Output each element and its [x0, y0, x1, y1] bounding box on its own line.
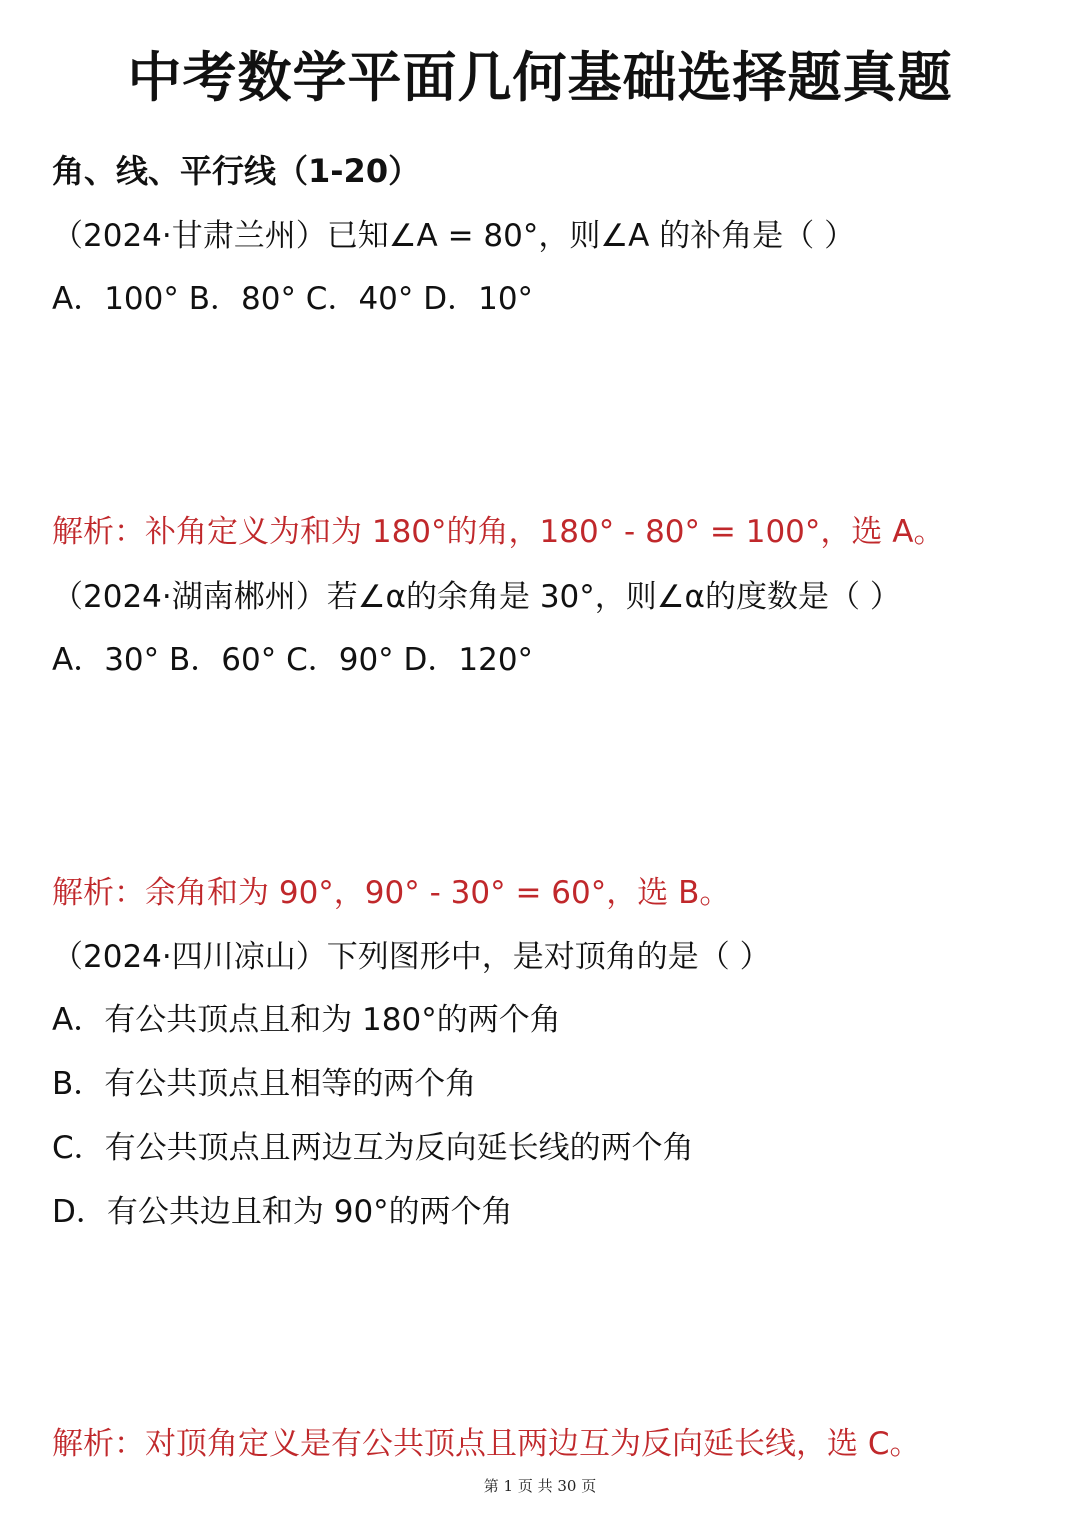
page-footer: 第 1 页 共 30 页 [483, 1477, 597, 1495]
page-title: 中考数学平面几何基础选择题真题 [127, 46, 953, 109]
question-2-options: A．30° B．60° C．90° D．120° [52, 642, 534, 678]
question-1-options: A．100° B．80° C．40° D．10° [52, 281, 534, 317]
question-3-analysis: 解析：对顶角定义是有公共顶点且两边互为反向延长线，选 C。 [52, 1426, 921, 1462]
question-2-stem: （2024·湖南郴州）若∠α的余角是 30°，则∠α的度数是（ ） [52, 579, 901, 615]
question-2-analysis: 解析：余角和为 90°，90° - 30° = 60°，选 B。 [52, 875, 731, 911]
question-3-stem: （2024·四川凉山）下列图形中，是对顶角的是（ ） [52, 939, 771, 975]
section-heading: 角、线、平行线（1-20） [52, 152, 421, 190]
question-3-option-d: D．有公共边且和为 90°的两个角 [52, 1194, 513, 1230]
question-3-option-a: A．有公共顶点且和为 180°的两个角 [52, 1002, 561, 1038]
question-3-option-c: C．有公共顶点且两边互为反向延长线的两个角 [52, 1130, 694, 1166]
question-3-option-b: B．有公共顶点且相等的两个角 [52, 1066, 477, 1102]
question-1-stem: （2024·甘肃兰州）已知∠A = 80°，则∠A 的补角是（ ） [52, 218, 856, 254]
question-1-analysis: 解析：补角定义为和为 180°的角，180° - 80° = 100°，选 A。 [52, 514, 945, 550]
